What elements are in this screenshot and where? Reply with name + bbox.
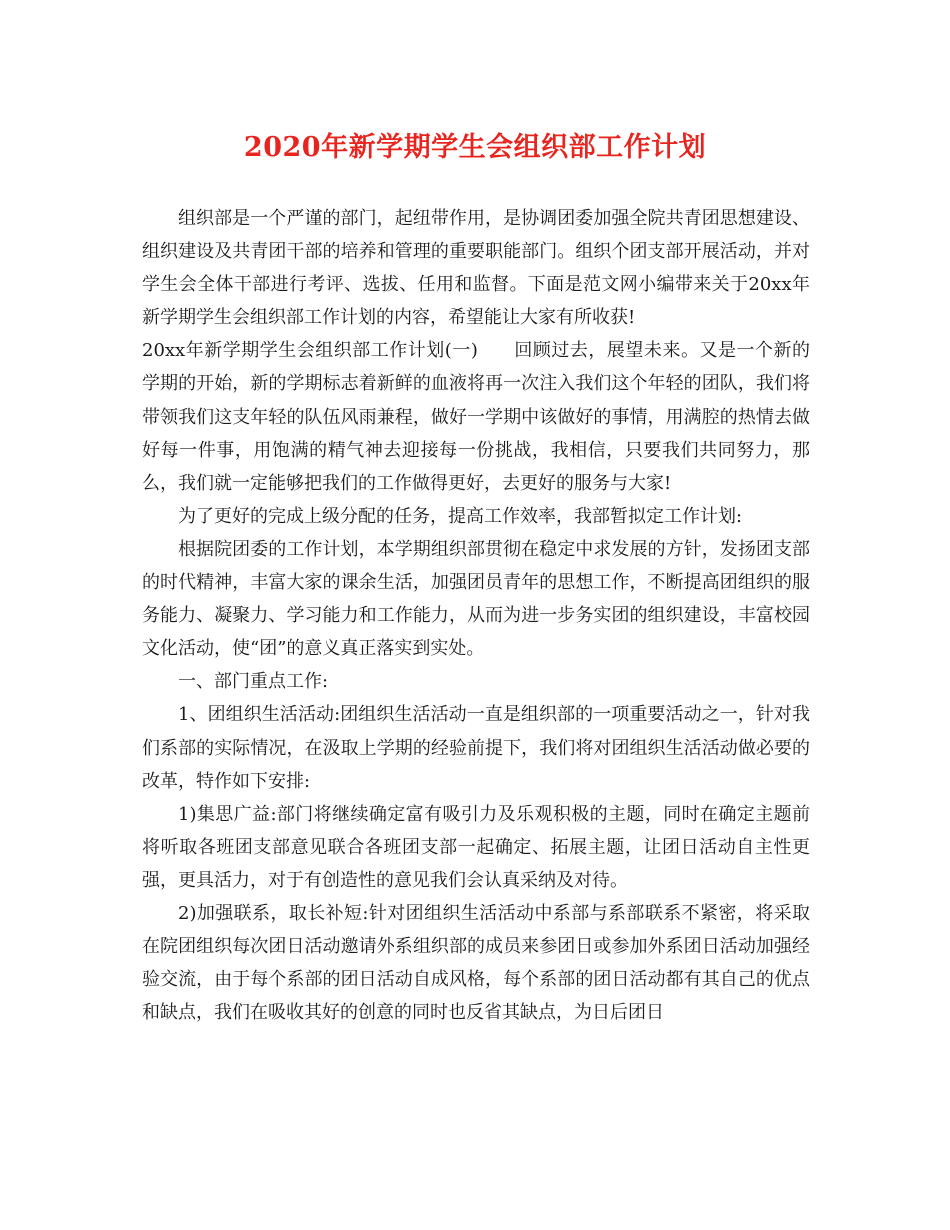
paragraph-plan-one xyxy=(142,334,810,499)
document-title: 2020年新学期学生会组织部工作计划 xyxy=(243,132,707,163)
document-body xyxy=(142,202,810,1029)
paragraph-item-1: 1、团组织生活活动:团组织生活活动一直是组织部的一项重要活动之一，针对我们系部的实际情况，在汲取上学期的经验前提下，我们将对团组织生活活动做必要的改革，特作如下安排: xyxy=(142,704,810,792)
inline-heading: 20xx年新学期学生会组织部工作计划(一) xyxy=(142,340,478,362)
paragraph-intro: 组织部是一个严谨的部门，起纽带作用，是协调团委加强全院共青团思想建设、组织建设及共青团干部的培养和管理的重要职能部门。组织个团支部开展活动，并对学生会全体干部进行考评、选拔、任用和监督。下面是范文网小编带来关于20xx年新学期学生会组织部工作计划的内容，希望能让大家有所收获! xyxy=(142,208,810,329)
section-heading-key-work: 一、部门重点工作: xyxy=(178,671,329,693)
paragraph-review: 回顾过去，展望未来。又是一个新的学期的开始，新的学期标志着新鲜的血液将再一次注入我们这个年轻的团队，我们将带领我们这支年轻的队伍风雨兼程，做好一学期中该做好的事情，用满腔的热情去做好每一件事，用饱满的精气神去迎接每一份挑战，我相信，只要我们共同努力，那么，我们就一定能够把我们的工作做得更好，去更好的服务与大家! xyxy=(142,340,810,494)
paragraph-policy: 根据院团委的工作计划，本学期组织部贯彻在稳定中求发展的方针，发扬团支部的时代精神，丰富大家的课余生活，加强团员青年的思想工作，不断提高团组织的服务能力、凝聚力、学习能力和工作能力，从而为进一步务实团的组织建设，丰富校园文化活动，使“团”的意义真正落实到实处。 xyxy=(142,538,810,660)
paragraph-tasks: 为了更好的完成上级分配的任务，提高工作效率，我部暂拟定工作计划: xyxy=(178,505,743,527)
paragraph-item-1-1: 1)集思广益:部门将继续确定富有吸引力及乐观积极的主题，同时在确定主题前将听取各班团支部意见联合各班团支部一起确定、拓展主题，让团日活动自主性更强，更具活力，对于有创造性的意见我们会认真采纳及对待。 xyxy=(142,803,810,891)
paragraph-item-1-2: 2)加强联系，取长补短:针对团组织生活活动中系部与系部联系不紧密，将采取在院团组织每次团日活动邀请外系组织部的成员来参团日或参加外系团日活动加强经验交流，由于每个系部的团日活动自成风格，每个系部的团日活动都有其自己的优点和缺点，我们在吸收其好的创意的同时也反省其缺点，为日后团日 xyxy=(142,902,810,1024)
